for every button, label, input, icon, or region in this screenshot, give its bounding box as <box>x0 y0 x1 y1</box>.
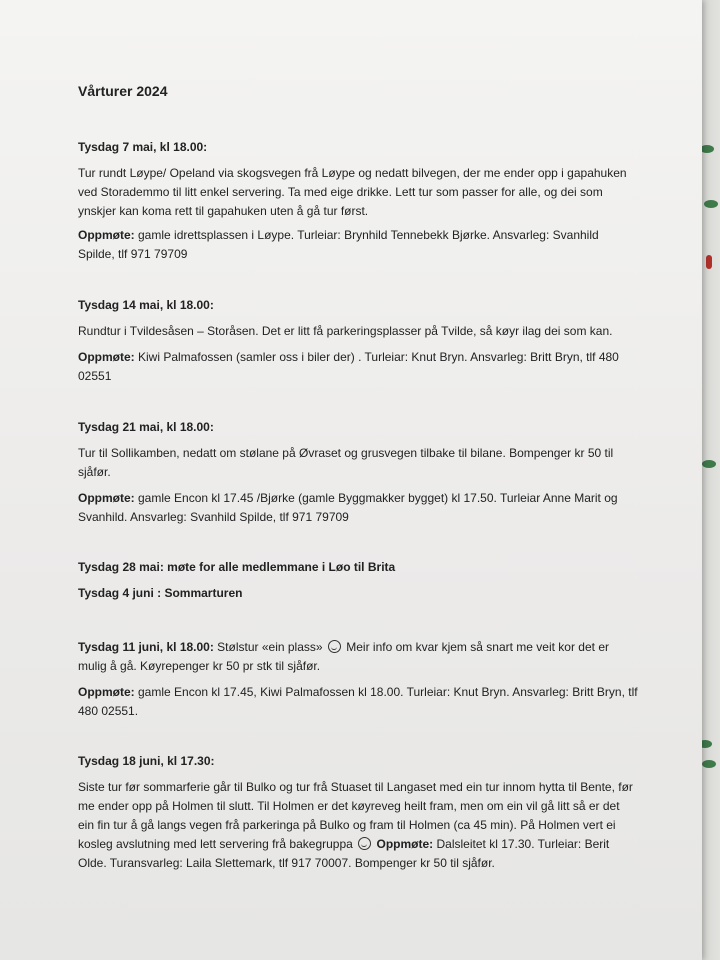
summer-trip-june-4: Tysdag 4 juni : Sommarturen <box>78 586 243 600</box>
meeting-label: Oppmøte: <box>78 350 135 364</box>
meeting-may-28: Tysdag 28 mai: møte for alle medlemmane i Løo til Brita <box>78 560 396 574</box>
leaf-decoration <box>702 760 716 768</box>
meeting-details: Dalsleitet kl 17.30. Turleiar: Berit Olde. Turansvarleg: Laila Slettemark, tlf 917 70007. Bompenger kr 50 til sjåfør. <box>78 837 610 870</box>
trip-6-desc-part: Stølstur «ein plass» <box>213 640 326 654</box>
trip-3-heading: Tysdag 21 mai, kl 18.00: <box>78 420 214 434</box>
document-title: Vårturer 2024 <box>78 83 168 99</box>
trip-6-desc-part: Meir info om kvar kjem så snart me veit kor det er mulig å gå. Køyrepenger kr 50 pr stk til sjåfør. <box>78 640 609 673</box>
trip-2-meeting <box>78 348 638 386</box>
trip-6-meeting <box>78 683 638 721</box>
trip-2-heading: Tysdag 14 mai, kl 18.00: <box>78 298 214 312</box>
trip-1-heading: Tysdag 7 mai, kl 18.00: <box>78 140 208 154</box>
trip-6-description <box>78 638 638 676</box>
meeting-details: Kiwi Palmafossen (samler oss i biler der) . Turleiar: Knut Bryn. Ansvarleg: Britt Bryn, tlf 480 02551 <box>78 350 619 383</box>
trip-7-heading: Tysdag 18 juni, kl 17.30: <box>78 754 215 768</box>
berry-decoration <box>706 255 712 269</box>
meeting-details: gamle Encon kl 17.45, Kiwi Palmafossen kl 18.00. Turleiar: Knut Bryn. Ansvarleg: Britt Bryn, tlf 480 02551. <box>78 685 638 718</box>
meeting-label: Oppmøte: <box>78 228 135 242</box>
trip-2-description: Rundtur i Tvildesåsen – Storåsen. Det er litt få parkeringsplasser på Tvilde, så køyr ilag dei som kan. <box>78 324 613 338</box>
meeting-details: gamle idrettsplassen i Løype. Turleiar: Brynhild Tennebekk Bjørke. Ansvarleg: Svanhild Spilde, tlf 971 79709 <box>78 228 599 261</box>
trip-6-heading: Tysdag 11 juni, kl 18.00: <box>78 640 214 654</box>
meeting-label: Oppmøte: <box>376 837 434 851</box>
trip-3-description: Tur til Sollikamben, nedatt om stølane på Øvraset og grusvegen tilbake til bilane. Bompenger kr 50 til sjåfør. <box>78 446 614 479</box>
trip-7-description <box>78 778 638 873</box>
trip-3-meeting <box>78 489 638 527</box>
leaf-decoration <box>704 200 718 208</box>
leaf-decoration <box>700 145 714 153</box>
meeting-label: Oppmøte: <box>78 685 135 699</box>
trip-7-desc-text: Siste tur før sommarferie går til Bulko og tur frå Stuaset til Langaset med ein tur innom hytta til Bente, før me ender opp på Holmen til slutt. Til Holmen er det køyreveg heilt fram, men om ein vil gå litt så er det ein fin tur å gå langs vegen frå parkeringa på Bulko og fram til Holmen (ca 45 min). På Holmen vert ei kosleg avslutning med lett servering frå bakegruppa <box>78 780 633 851</box>
meeting-details: gamle Encon kl 17.45 /Bjørke (gamle Byggmakker bygget) kl 17.50. Turleiar Anne Marit og Svanhild. Ansvarleg: Svanhild Spilde, tlf 971 79709 <box>78 491 618 524</box>
leaf-decoration <box>702 460 716 468</box>
trip-1-description: Tur rundt Løype/ Opeland via skogsvegen frå Løype og nedatt bilvegen, der me ender opp i gapahuken ved Storademmo til litt enkel servering. Ta med eige drikke. Lett tur som passer for alle, og dei som ynskjer kan koma rett til gapahuken uten å gå tur først. <box>78 166 627 218</box>
meeting-label: Oppmøte: <box>78 491 135 505</box>
trip-1-meeting <box>78 226 638 264</box>
smiley-icon <box>328 640 341 653</box>
smiley-icon <box>358 837 371 850</box>
